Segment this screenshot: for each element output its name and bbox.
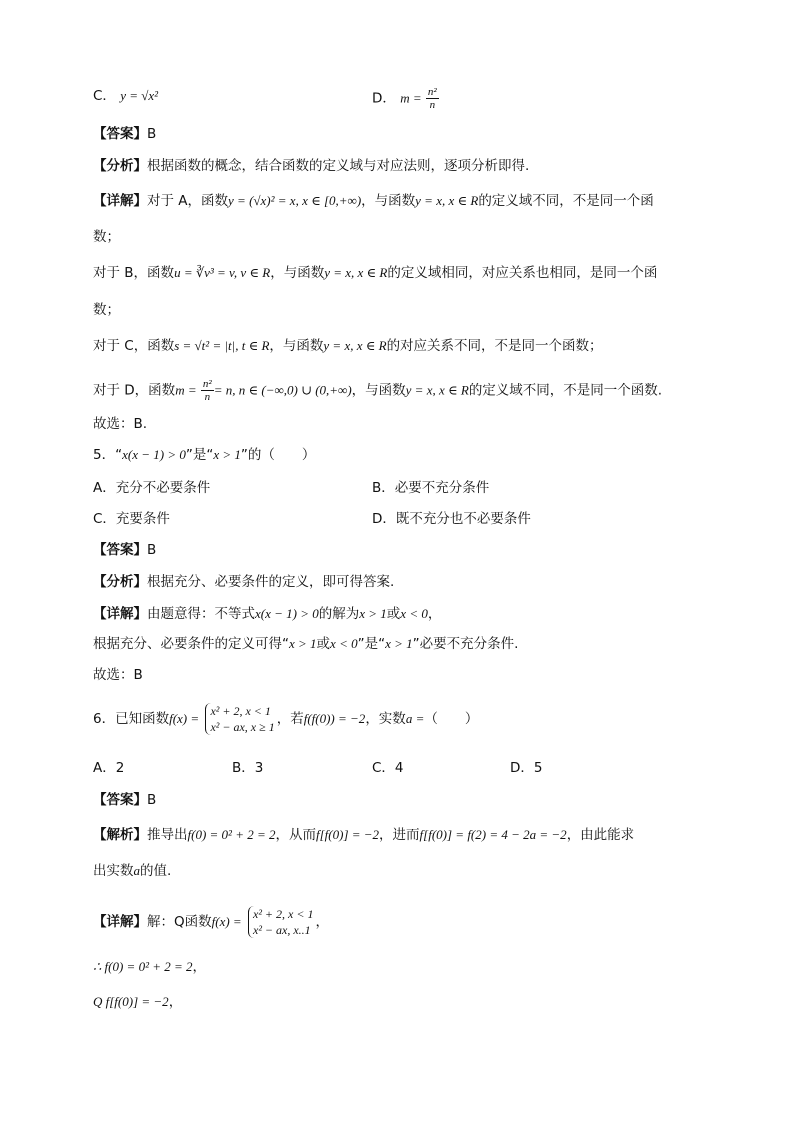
- answer-value: B: [147, 542, 157, 558]
- q6-option-c: C．4: [372, 760, 404, 776]
- q6-analysis-line-2: [93, 861, 171, 881]
- expression: x < 0: [400, 606, 428, 621]
- q6-analysis-line-1: [93, 825, 634, 845]
- q4-detail-line-5: [93, 336, 603, 356]
- text: ，从而: [275, 827, 316, 843]
- q6-option-d: D．5: [510, 760, 543, 776]
- q5-answer: [93, 540, 156, 560]
- q6-detail-line-2: [93, 957, 206, 977]
- text: 的定义域不同，不是同一个函数.: [468, 382, 663, 399]
- piecewise-brace: [205, 703, 274, 735]
- text: 的解为: [318, 606, 360, 622]
- piecewise-case: x² − ax, x..1: [253, 923, 311, 937]
- fraction-numerator: n²: [427, 86, 437, 98]
- q6-answer: [93, 790, 156, 810]
- text: 6．已知函数: [93, 711, 170, 727]
- option-label: D．: [372, 90, 396, 107]
- piecewise-case: x² + 2, x < 1: [210, 704, 271, 718]
- expression: f(0) = 0² + 2 = 2: [187, 827, 276, 842]
- expression: y = x, x ∈ R: [415, 193, 479, 208]
- expression: f(x) =: [211, 914, 242, 929]
- analysis-tag: 【分析】: [93, 158, 147, 174]
- text: ，: [315, 914, 329, 930]
- fraction-denominator: n: [429, 99, 436, 111]
- q5-option-c: C．充要条件: [93, 511, 170, 527]
- option-expression: m =: [400, 90, 422, 106]
- expression: x > 1: [213, 447, 241, 462]
- q5-analysis: [93, 572, 394, 592]
- expression: Q f[f(0)] = −2: [93, 994, 169, 1009]
- text: 对于 A，函数: [147, 193, 229, 209]
- text: 5．“: [93, 447, 123, 463]
- expression: f(f(0)) = −2: [303, 711, 366, 726]
- piecewise-case: x² + 2, x < 1: [253, 907, 314, 921]
- text: 数；: [93, 229, 120, 245]
- expression: f[f(0)] = −2: [316, 827, 380, 842]
- fraction: [201, 378, 214, 403]
- text: 对于 D，函数: [93, 382, 176, 399]
- q4-detail-line-1: [93, 191, 654, 211]
- expression: m =: [175, 382, 197, 398]
- q5-option-a: A．充分不必要条件: [93, 480, 211, 496]
- analysis-tag: 【分析】: [93, 574, 147, 590]
- detail-tag: 【详解】: [93, 606, 147, 622]
- text: 的对应关系不同，不是同一个函数；: [386, 338, 603, 354]
- text: 解：Q函数: [147, 914, 212, 930]
- text: ，与函数: [361, 193, 416, 209]
- q4-option-d: [372, 86, 439, 111]
- fraction: [426, 86, 439, 111]
- q4-detail-line-2: [93, 227, 120, 247]
- text: 的定义域相同，对应关系也相同，是同一个函: [387, 265, 658, 281]
- expression: a: [133, 863, 140, 878]
- text: 故选：B.: [93, 416, 148, 432]
- text: ，与函数: [270, 265, 325, 281]
- text: ，与函数: [351, 382, 406, 399]
- expression: y = x, x ∈ R: [324, 265, 388, 280]
- text: 对于 C，函数: [93, 338, 175, 354]
- expression: a =: [405, 711, 425, 726]
- text: ，与函数: [269, 338, 324, 354]
- answer-value: B: [147, 792, 157, 808]
- text: ”的（ ）: [240, 447, 316, 463]
- q6-detail-line-3: [93, 992, 182, 1012]
- expression: f[f(0)] = f(2) = 4 − 2a = −2: [419, 827, 567, 842]
- text: 的定义域不同，不是同一个函: [478, 193, 654, 209]
- text: ”是“: [357, 636, 386, 652]
- answer-tag: 【答案】: [93, 542, 147, 558]
- text: 或: [316, 636, 331, 652]
- q6-detail-line-1: [93, 906, 329, 938]
- text: ，: [168, 994, 183, 1010]
- detail-tag: 【详解】: [93, 193, 147, 209]
- expression: x(x − 1) > 0: [122, 447, 186, 462]
- fraction-denominator: n: [204, 391, 211, 403]
- text: 对于 B，函数: [93, 265, 175, 281]
- expression: x < 0: [330, 636, 358, 651]
- q4-detail-line-4: [93, 300, 120, 320]
- text: ，: [427, 606, 442, 622]
- text: 由题意得：不等式: [147, 606, 255, 622]
- text: ”必要不充分条件.: [412, 636, 519, 652]
- expression: y = x, x ∈ R: [323, 338, 387, 353]
- answer-value: B: [147, 126, 157, 142]
- text: 数；: [93, 302, 120, 318]
- piecewise-brace: [248, 906, 313, 938]
- analysis-tag: 【解析】: [93, 827, 147, 843]
- text: ”是“: [185, 447, 214, 463]
- text: ，由此能求: [566, 827, 635, 843]
- text: 出实数: [93, 863, 134, 879]
- option-label: C．: [93, 88, 116, 104]
- expression: u = ∛v³ = v, v ∈ R: [174, 265, 271, 280]
- q4-detail-line-3: [93, 263, 657, 283]
- detail-tag: 【详解】: [93, 914, 147, 930]
- expression: x > 1: [289, 636, 317, 651]
- fraction-numerator: n²: [202, 378, 212, 390]
- answer-tag: 【答案】: [93, 126, 147, 142]
- text: 故选：B: [93, 667, 143, 683]
- q4-analysis: [93, 156, 529, 176]
- expression: ∴ f(0) = 0² + 2 = 2: [93, 959, 193, 974]
- q6-option-a: A．2: [93, 760, 125, 776]
- q6-stem: [93, 703, 478, 735]
- text: ，: [192, 959, 207, 975]
- expression: x(x − 1) > 0: [255, 606, 319, 621]
- text: 根据充分、必要条件的定义可得“: [93, 636, 289, 652]
- text: 的值.: [140, 863, 172, 879]
- expression: = n, n ∈ (−∞,0) ∪ (0,+∞): [213, 382, 352, 398]
- expression: s = √t² = |t|, t ∈ R: [174, 338, 270, 353]
- expression: x > 1: [359, 606, 387, 621]
- text: ，实数: [365, 711, 406, 727]
- q4-answer: [93, 124, 156, 144]
- q5-option-d: D．既不充分也不必要条件: [372, 511, 531, 527]
- text: 推导出: [147, 827, 188, 843]
- text: ，进而: [379, 827, 420, 843]
- piecewise-case: x² − ax, x ≥ 1: [210, 720, 275, 734]
- answer-tag: 【答案】: [93, 792, 147, 808]
- expression: x > 1: [385, 636, 413, 651]
- expression: f(x) =: [169, 711, 200, 726]
- q5-option-b: B．必要不充分条件: [372, 480, 490, 496]
- text: （ ）: [424, 711, 479, 727]
- expression: y = (√x)² = x, x ∈ [0,+∞): [228, 193, 362, 208]
- q6-option-b: B．3: [232, 760, 264, 776]
- analysis-text: 根据函数的概念，结合函数的定义域与对应法则，逐项分析即得.: [147, 158, 530, 174]
- q4-conclusion: [93, 414, 147, 434]
- text: ，若: [276, 711, 304, 727]
- analysis-text: 根据充分、必要条件的定义，即可得答案.: [147, 574, 395, 590]
- q5-detail-line-2: [93, 634, 518, 654]
- q4-option-c: [93, 86, 158, 106]
- q5-conclusion: [93, 665, 143, 685]
- option-expression: y = √x²: [120, 88, 159, 103]
- q4-detail-line-6: [93, 378, 662, 403]
- text: 或: [386, 606, 401, 622]
- q5-stem: [93, 445, 315, 465]
- q5-detail-line-1: [93, 604, 441, 624]
- expression: y = x, x ∈ R: [405, 382, 469, 398]
